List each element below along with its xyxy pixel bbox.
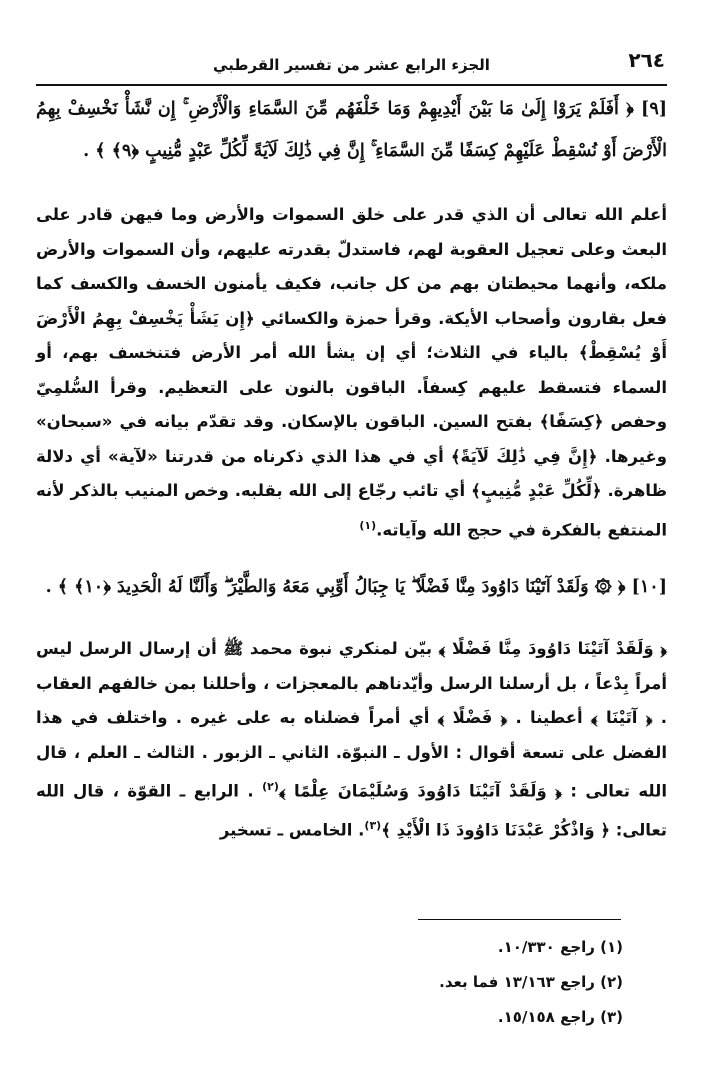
footnote-3: (٣) راجع ١٥/١٥٨.: [497, 1008, 623, 1026]
commentary-verse-10-part-3: . الخامس ـ تسخير: [219, 820, 365, 840]
running-title: الجزء الرابع عشر من تفسير القرطبي: [213, 56, 490, 74]
commentary-verse-9: [36, 198, 667, 538]
footnote-marker-3: (٣): [364, 819, 382, 832]
commentary-verse-10-part-2: . الرابع ـ القوّة ، قال الله تعالى: ﴿ وَاذْكُرْ عَبْدَنَا دَاوُودَ ذَا الْأَيْدِ ﴾: [36, 781, 667, 840]
quran-verse-9: [٩] ﴿ أَفَلَمْ يَرَوْا إِلَىٰ مَا بَيْنَ أَيْدِيهِمْ وَمَا خَلْفَهُم مِّنَ السَّمَاءِ وَالْأَرْضِ ۚ إِن نَّشَأْ نَخْسِفْ بِهِمُ الْأَرْضَ أَوْ نُسْقِطْ عَلَيْهِمْ كِسَفًا مِّنَ السَّمَاءِ ۚ إِنَّ فِي ذَٰلِكَ لَآيَةً لِّكُلِّ عَبْدٍ مُّنِيبٍ ﴿٩﴾ ﴾ .: [36, 99, 667, 161]
quran-verse-10: [١٠] ﴿ ۞ وَلَقَدْ آتَيْنَا دَاوُودَ مِنَّا فَضْلًا ۖ يَا جِبَالُ أَوِّبِي مَعَهُ وَالطَّيْرَ ۖ وَأَلَنَّا لَهُ الْحَدِيدَ ﴿١٠﴾ ﴾ .: [45, 577, 667, 597]
footnote-rule: [418, 919, 621, 920]
commentary-verse-9-text: أعلم الله تعالى أن الذي قدر على خلق السموات والأرض وما فيهن قادر على البعث وعلى تعجيل العقوبة لهم، فاستدلّ بقدرته عليهم، وأن السموات والأرض ملكه، وأنهما محيطتان بهم من كل جانب، فكيف يأمنون الخسف والكسف كما فعل بقارون وأصحاب الأيكة. وقرأ حمزة والكسائي ﴿إِن يَشَأْ يَخْسِفْ بِهِمُ الْأَرْضَ أَوْ يُسْقِطْ﴾ بالياء في الثلاث؛ أي إن يشأ الله أمر الأرض فتنخسف بهم، أو السماء فتسقط عليهم كِسفاً. الباقون بالنون على التعظيم. وقرأ السُّلمِيّ وحفص ﴿كِسَفًا﴾ بفتح السين. الباقون بالإسكان. وقد تقدّم بيانه في «سبحان» وغيرها. ﴿إِنَّ فِي ذَٰلِكَ لَآيَةً﴾ أي في هذا الذي ذكرناه من قدرتنا «لآية» أي دلالة ظاهرة. ﴿لِّكُلِّ عَبْدٍ مُّنِيبٍ﴾ أي تائب رجّاع إلى الله بقلبه. وخص المنيب بالذكر لأنه المنتفع بالفكرة في حجج الله وآياته.: [36, 205, 667, 539]
page-number: ٢٦٤: [628, 48, 665, 72]
commentary-verse-10-part-1: ﴿ وَلَقَدْ آتَيْنَا دَاوُودَ مِنَّا فَضْلًا ﴾ بيّن لمنكري نبوة محمد ﷺ أن إرسال الرسل ليس أمراً بِدْعاً ، بل أرسلنا الرسل وأيّدناهم بالمعجزات ، وأحللنا بمن خالفهم العقاب . ﴿ آتَيْنَا ﴾ أعطينا . ﴿ فَضْلًا ﴾ أي أمراً فضلناه به على غيره . واختلف في هذا الفضل على تسعة أقوال : الأول ـ النبوّة. الثاني ـ الزبور . الثالث ـ العلم ، قال الله تعالى : ﴿ وَلَقَدْ آتَيْنَا دَاوُودَ وَسُلَيْمَانَ عِلْمًا ﴾: [36, 639, 667, 801]
footnotes: [243, 930, 623, 1035]
footnote-marker-1: (١): [359, 518, 377, 532]
commentary-verse-10: [36, 632, 667, 860]
footnote-1: (١) راجع ١٠/٣٣٠.: [497, 938, 623, 956]
footnote-2: (٢) راجع ١٣/١٦٣ فما بعد.: [439, 973, 623, 991]
header-rule: [36, 84, 667, 86]
footnote-marker-2: (٢): [262, 780, 279, 793]
